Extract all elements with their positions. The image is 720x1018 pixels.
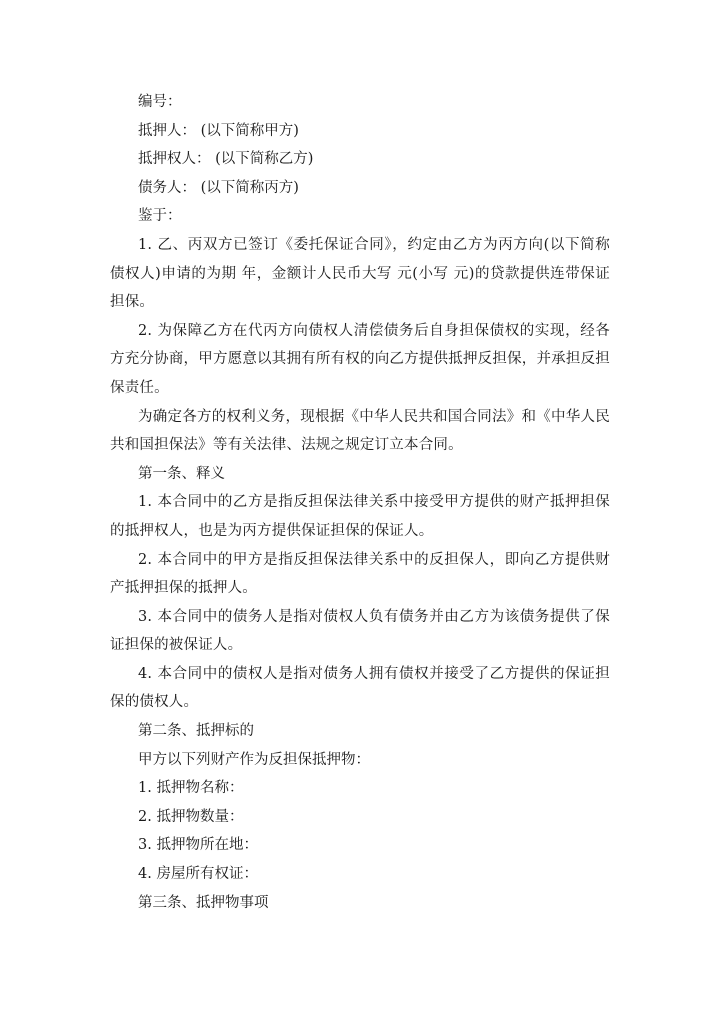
mortgagor-line: 抵押人： (以下简称甲方) xyxy=(138,122,299,139)
recital-paragraph: 为确定各方的权利义务，现根据《中华人民共和国合同法》和《中华人民共和国担保法》等有关法律、法规之规定订立本合同。 xyxy=(110,408,610,454)
article-1-title: 第一条、释义 xyxy=(138,465,225,482)
article-1-item: 1. 本合同中的乙方是指反担保法律关系中接受甲方提供的财产抵押担保的抵押权人，也是为丙方提供保证担保的保证人。 xyxy=(110,494,610,539)
article-2-item: 2. 抵押物数量： xyxy=(138,808,244,825)
article-3-title: 第三条、抵押物事项 xyxy=(138,894,269,911)
contract-document xyxy=(110,88,610,917)
article-1-item: 4. 本合同中的债权人是指对债务人拥有债权并接受了乙方提供的保证担保的债权人。 xyxy=(110,665,610,711)
article-2-item: 3. 抵押物所在地： xyxy=(138,837,258,854)
article-1-item: 3. 本合同中的债务人是指对债权人负有债务并由乙方为该债务提供了保证担保的被保证人。 xyxy=(110,608,610,654)
recital-paragraph: 2. 为保障乙方在代丙方向债权人清偿债务后自身担保债权的实现，经各方充分协商，甲方愿意以其拥有所有权的向乙方提供抵押反担保，并承担反担保责任。 xyxy=(110,322,610,396)
article-2-item: 1. 抵押物名称： xyxy=(138,780,244,797)
debtor-line: 债务人： (以下简称丙方) xyxy=(138,179,299,196)
article-1-item: 2. 本合同中的甲方是指反担保法律关系中的反担保人，即向乙方提供财产抵押担保的抵押人。 xyxy=(110,551,610,597)
mortgagee-line: 抵押权人： (以下简称乙方) xyxy=(138,151,314,168)
recital-paragraph: 1. 乙、丙双方已签订《委托保证合同》，约定由乙方为丙方向(以下简称债权人)申请的为期 年，金额计人民币大写 元(小写 元)的贷款提供连带保证担保。 xyxy=(110,236,610,311)
article-2-title: 第二条、抵押标的 xyxy=(138,723,254,740)
article-2-item: 4. 房屋所有权证： xyxy=(138,866,258,883)
article-2-intro: 甲方以下列财产作为反担保抵押物： xyxy=(138,751,370,768)
contract-number: 编号： xyxy=(138,94,182,110)
whereas-heading: 鉴于： xyxy=(138,208,182,225)
